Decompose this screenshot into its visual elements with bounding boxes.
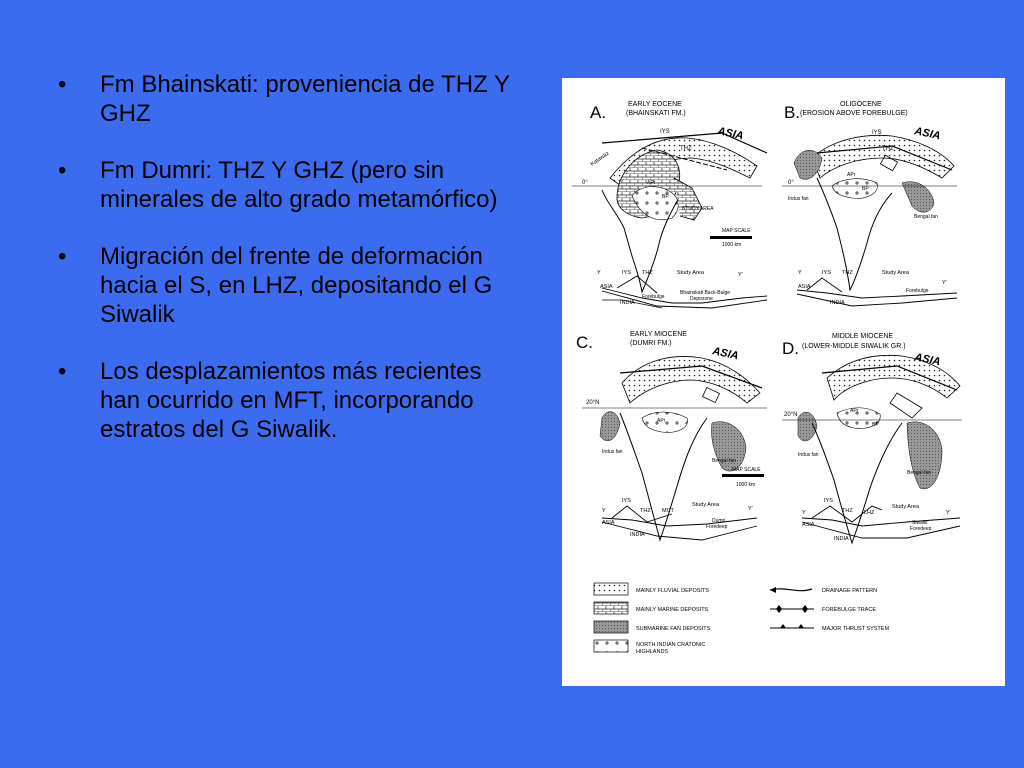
- bullet-item: [58, 357, 528, 444]
- apr-label: APr: [657, 418, 666, 424]
- indus-fan-label: Indus fan: [788, 196, 809, 202]
- scale-label: MAP SCALE: [732, 467, 761, 473]
- bullet-text: Fm Dumri: THZ Y GHZ (pero sin minerales de alto grado metamórfico): [100, 157, 498, 213]
- latitude-label: 0°: [582, 180, 588, 186]
- legend-label: NORTH INDIAN CRATONIC: [636, 642, 706, 648]
- section-asia: ASIA: [600, 284, 613, 290]
- scale-bar: [710, 236, 752, 239]
- panel-subtitle: (EROSION ABOVE FOREBULGE): [800, 110, 908, 117]
- bullet-text: Los desplazamientos más recientes han ocurrido en MFT, incorporando estratos del G Siwalik.: [100, 358, 482, 443]
- section-c: [602, 498, 757, 540]
- section-foredeep: Dumri: [712, 518, 726, 524]
- section-foredeep: Siwalik: [912, 520, 928, 526]
- section-india: INDIA: [630, 532, 645, 538]
- legend-label: DRAINAGE PATTERN: [822, 588, 878, 594]
- panel-subtitle: (LOWER-MIDDLE SIWALIK GR.): [802, 343, 906, 350]
- bullet-dot: •: [58, 243, 67, 270]
- section-foredeep2: Foredeep: [910, 526, 932, 532]
- thz-label: THZ: [882, 146, 894, 152]
- section-forebulge: Forebulge: [906, 288, 929, 294]
- legend-label: MAINLY FLUVIAL DEPOSITS: [636, 588, 709, 594]
- section-iys: IYS: [822, 270, 831, 276]
- section-y: Y: [602, 508, 606, 514]
- apr-label: APr: [847, 172, 856, 178]
- section-iys: IYS: [824, 498, 833, 504]
- section-forebulge: Forebulge: [642, 294, 665, 300]
- legend-label: SUBMARINE FAN DEPOSITS: [636, 626, 711, 632]
- panel-a: [572, 101, 767, 292]
- indus-fan-shape: [794, 150, 822, 179]
- section-study-area: Study Area: [892, 504, 919, 510]
- panel-b: [782, 101, 957, 290]
- section-d: [802, 498, 960, 542]
- scale-value: 1000 km: [722, 242, 742, 248]
- panel-subtitle: (DUMRI FM.): [630, 340, 672, 347]
- indus-fan-label: Indus fan: [602, 449, 623, 455]
- latitude-label: 20°N: [586, 400, 600, 406]
- section-mct: MCT: [662, 508, 674, 514]
- section-india: INDIA: [620, 300, 635, 306]
- asia-label: ASIA: [716, 125, 745, 143]
- legend-drainage-symbol: [770, 589, 812, 591]
- bengal-fan-label: Bengal fan: [914, 214, 938, 220]
- panel-letter: B.: [784, 103, 801, 122]
- asia-label: ASIA: [913, 351, 942, 369]
- section-y: Y: [798, 270, 802, 276]
- scale-bar: [722, 474, 764, 477]
- bullet-text: Fm Bhainskati: proveniencia de THZ Y GHZ: [100, 71, 510, 127]
- legend-label: HIGHLANDS: [636, 649, 669, 655]
- panel-letter: C.: [576, 333, 593, 352]
- section-iys: IYS: [622, 270, 631, 276]
- bullet-dot: •: [58, 157, 67, 184]
- thz-label: THZ: [680, 146, 692, 152]
- section-thz: THZ: [842, 270, 853, 276]
- apr-label: APr: [850, 408, 859, 414]
- panel-title: EARLY MIOCENE: [630, 331, 687, 338]
- bengal-fan-label: Bengal fan: [907, 470, 931, 476]
- panel-subtitle: (BHAINSKATI FM.): [626, 110, 686, 117]
- study-area-shape: [674, 178, 702, 220]
- section-india: INDIA: [834, 536, 849, 542]
- section-study-area: Study Area: [677, 270, 704, 276]
- bp-label: BP: [662, 194, 669, 200]
- bullet-list: [58, 70, 528, 472]
- section-lhz: LHZ: [864, 510, 875, 516]
- legend-swatch-marine: [594, 602, 628, 614]
- section-depozone: Bhainskati Back-Bulge: [680, 290, 731, 296]
- section-thz: THZ: [842, 508, 853, 514]
- section-india: INDIA: [830, 300, 845, 306]
- bullet-dot: •: [58, 358, 67, 385]
- scale-label: MAP SCALE: [722, 228, 751, 234]
- section-foredeep2: Foredeep: [706, 524, 728, 530]
- study-area-label: STUDY AREA: [682, 206, 714, 212]
- section-thz: THZ: [642, 270, 653, 276]
- bullet-dot: •: [58, 71, 67, 98]
- indus-fan-label: Indus fan: [798, 452, 819, 458]
- bullet-item: [58, 242, 528, 329]
- latitude-label: 20°N: [784, 412, 798, 418]
- bullet-item: [58, 156, 528, 214]
- paleogeography-figure: [562, 78, 1005, 686]
- panel-title: EARLY EOCENE: [628, 101, 682, 108]
- iys-label: IYS: [660, 129, 670, 135]
- bp-label: BP: [862, 186, 869, 192]
- section-a: [597, 270, 767, 308]
- apr-label: APr: [647, 180, 656, 186]
- section-y: Y: [597, 270, 601, 276]
- section-asia: ASIA: [602, 520, 615, 526]
- bullet-item: [58, 70, 528, 128]
- legend-swatch-fan: [594, 621, 628, 633]
- section-asia: ASIA: [798, 284, 811, 290]
- legend-swatch-cratonic: [594, 640, 628, 652]
- legend-swatch-fluvial: [594, 583, 628, 595]
- section-study-area: Study Area: [692, 502, 719, 508]
- asia-label: ASIA: [913, 125, 942, 143]
- asia-label: ASIA: [711, 345, 740, 363]
- legend-label: MAINLY MARINE DEPOSITS: [636, 607, 709, 613]
- section-y-prime: Y': [946, 510, 951, 516]
- latitude-label: 0°: [788, 180, 794, 186]
- legend-label: FOREBULGE TRACE: [822, 607, 876, 613]
- legend-label: MAJOR THRUST SYSTEM: [822, 626, 890, 632]
- section-depozone2: Depozone: [690, 296, 713, 302]
- bp-label: BP: [872, 422, 879, 428]
- section-y-prime: Y': [738, 272, 743, 278]
- section-b: [797, 270, 957, 306]
- section-study-area: Study Area: [882, 270, 909, 276]
- section-y: Y: [802, 510, 806, 516]
- panel-letter: A.: [590, 103, 607, 122]
- bullet-text: Migración del frente de deformación hacia el S, en LHZ, depositando el G Siwalik: [100, 243, 493, 328]
- panel-letter: D.: [782, 339, 799, 358]
- section-thz: THZ: [640, 508, 651, 514]
- katawaz-label: Katawaz: [589, 150, 611, 168]
- scale-value: 1000 km: [736, 482, 756, 488]
- bengal-fan-label: Bengal fan: [712, 458, 736, 464]
- iys-label: IYS: [872, 130, 882, 136]
- section-y-prime: Y': [942, 280, 947, 286]
- panel-title: MIDDLE MIOCENE: [832, 333, 894, 340]
- legend: [594, 583, 889, 655]
- section-asia: ASIA: [802, 522, 815, 528]
- section-y-prime: Y': [748, 506, 753, 512]
- panel-title: OLIGOCENE: [840, 101, 882, 108]
- section-iys: IYS: [622, 498, 631, 504]
